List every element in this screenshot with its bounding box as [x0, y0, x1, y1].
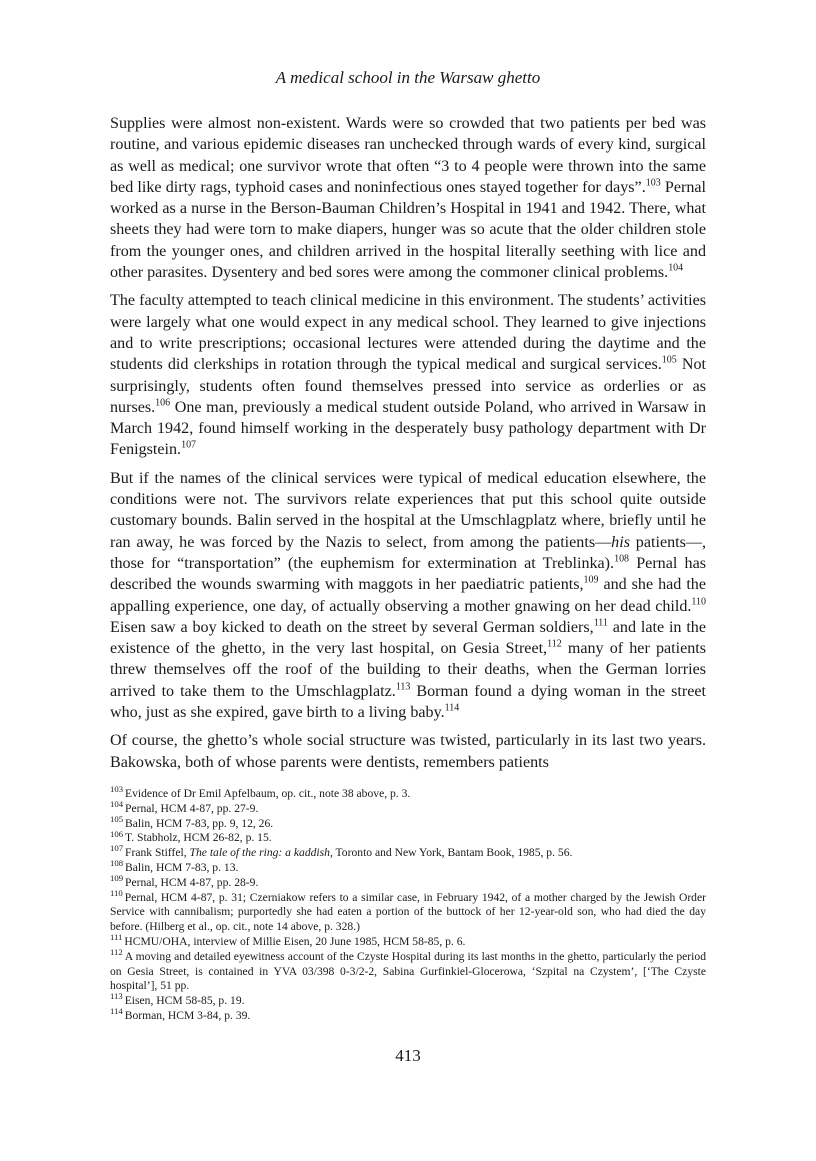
footnote-number: 112 — [110, 946, 123, 957]
text-run: But if the names of the clinical services were typical of medical education elsewhere, the conditions were not. The survivors relate experiences that put this school quite outside customary bounds. Balin served in the hospital at the Umschlagplatz where, briefly until he ran away, he was forced by the Nazis to select, from among the patients— — [110, 469, 706, 551]
footnote — [110, 1006, 706, 1024]
footnote-ref: 113 — [395, 681, 411, 693]
text-run: HCMU/OHA, interview of Millie Eisen, 20 June 1985, HCM 58-85, p. 6. — [124, 934, 466, 948]
text-run: and she had the appalling experience, one day, of actually observing a mother gnawing on her dead child. — [110, 576, 706, 615]
footnote-ref: 106 — [155, 397, 171, 409]
text-run: Of course, the ghetto’s whole social structure was twisted, particularly in its last two years. Bakowska, both of whose parents were dentists, remembers patients — [110, 732, 706, 771]
page-number: 413 — [395, 1046, 421, 1065]
text-run: Borman found a dying woman in the street who, just as she expired, gave birth to a living baby. — [110, 682, 707, 722]
footnote-ref: 104 — [668, 262, 684, 274]
footnote — [110, 991, 706, 1009]
paragraph — [110, 730, 706, 773]
footnote-ref: 112 — [547, 638, 562, 650]
footnote-number: 114 — [110, 1006, 123, 1017]
text-run: Not surprisingly, students often found themselves pressed into service as orderlies or as nurses. — [110, 356, 706, 416]
footnote-number: 109 — [110, 872, 124, 883]
footnote-ref: 109 — [583, 574, 599, 586]
text-run: Borman, HCM 3-84, p. 39. — [124, 1008, 251, 1022]
text-run: Supplies were almost non-existent. Wards were so crowded that two patients per bed was routine, and various epidemic diseases ran unchecked through wards of every kind, surgical as well as medical; one survivor wrote that often “3 to 4 people were thrown into the same bed like dirty rags, typhoid cases and noninfectious ones stayed together for days”. — [110, 115, 706, 196]
text-run: Pernal has described the wounds swarming with maggots in her paediatric patients, — [110, 554, 706, 594]
text-run: Pernal worked as a nurse in the Berson-Bauman Children’s Hospital in 1941 and 1942. There, what sheets they had were torn to make diapers, hunger was so acute that the older children stole from the younger ones, and children arrived in the hospital literally seething with lice and other parasites. Dysentery and bed sores were among the commoner clinical problems. — [110, 178, 706, 282]
footnote-number: 113 — [110, 991, 123, 1002]
text-run: Pernal, HCM 4-87, pp. 27-9. — [125, 801, 259, 815]
footnote — [110, 843, 706, 861]
body-text — [110, 113, 706, 780]
footnote-number: 111 — [110, 932, 123, 943]
footnote-ref: 105 — [661, 354, 677, 366]
text-run: many of her patients threw themselves off the roof of the building to their deaths, when the German lorries arrived to take them to the Umschlagplatz. — [110, 640, 706, 700]
italic-text: his — [611, 533, 630, 551]
text-run: , Toronto and New York, Bantam Book, 1985, p. 56. — [329, 846, 573, 860]
text-run: Pernal, HCM 4-87, p. 31; Czerniakow refers to a similar case, in February 1942, of a mother charged by the Jewish Order Service with cannibalism; purportedly she had eaten a portion of the buttock of her 12-year-old son, who had died the day before. (Hilberg et al., op. cit., note 14 above, p. 328.) — [110, 890, 706, 934]
footnote — [110, 872, 706, 891]
paragraph — [110, 290, 706, 460]
footnote-number: 110 — [110, 887, 123, 898]
running-header: A medical school in the Warsaw ghetto — [275, 68, 541, 87]
footnote-number: 104 — [110, 798, 124, 809]
text-run: and late in the existence of the ghetto, in the very last hospital, on Gesia Street, — [110, 618, 706, 658]
footnote — [110, 828, 706, 846]
footnote-number: 105 — [110, 813, 124, 824]
footnote — [110, 858, 706, 876]
text-run: Balin, HCM 7-83, pp. 9, 12, 26. — [125, 816, 274, 830]
text-run: Pernal, HCM 4-87, pp. 28-9. — [125, 875, 259, 889]
footnote — [110, 932, 706, 950]
footnote-ref: 114 — [444, 702, 460, 714]
text-run: Frank Stiffel, — [125, 846, 190, 860]
footnote-number: 107 — [110, 843, 124, 854]
text-run: T. Stabholz, HCM 26-82, p. 15. — [125, 831, 272, 845]
paragraph — [110, 468, 706, 724]
footnote-ref: 107 — [181, 440, 197, 452]
footnote — [110, 798, 706, 817]
text-run: A moving and detailed eyewitness account of the Czyste Hospital during its last months in the ghetto, particularly the period on Gesia Street, is contained in YVA 03/398 0-3/2-2, Sabina Gurfinkiel-Glocerowa, ‘Szpital na Czystem’, [‘The Czyste hospital’], 51 pp. — [110, 949, 706, 993]
footnote-ref: 110 — [691, 596, 706, 608]
text-run: The faculty attempted to teach clinical medicine in this environment. The students’ activities were largely what one would expect in any medical school. They learned to give injections and to write prescriptions; occasional lectures were attended during the daytime and the students did clerkships in rotation through the typical medical and surgical services. — [110, 292, 706, 374]
text-run: One man, previously a medical student outside Poland, who arrived in Warsaw in March 1942, found himself working in the desperately busy pathology department with Dr Fenigstein. — [110, 398, 706, 459]
italic-text: The tale of the ring: a kaddish — [189, 846, 330, 860]
paragraph — [110, 113, 706, 283]
text-run: Eisen, HCM 58-85, p. 19. — [124, 994, 245, 1008]
text-run: Balin, HCM 7-83, p. 13. — [125, 860, 239, 874]
footnote-number: 103 — [110, 784, 124, 795]
footnote — [110, 887, 706, 935]
footnote-ref: 111 — [593, 617, 608, 629]
footnote — [110, 946, 706, 994]
text-run: patients—, those for “transportation” (the euphemism for extermination at Treblinka). — [110, 533, 706, 572]
footnote-number: 106 — [110, 828, 124, 839]
footnote — [110, 784, 706, 802]
footnote-ref: 103 — [645, 177, 661, 189]
text-run: Evidence of Dr Emil Apfelbaum, op. cit., note 38 above, p. 3. — [125, 787, 411, 800]
footnotes — [110, 784, 706, 1024]
text-run: Eisen saw a boy kicked to death on the street by several German soldiers, — [110, 618, 594, 636]
footnote-ref: 108 — [614, 553, 630, 565]
footnote-number: 108 — [110, 858, 124, 869]
footnote — [110, 813, 706, 832]
